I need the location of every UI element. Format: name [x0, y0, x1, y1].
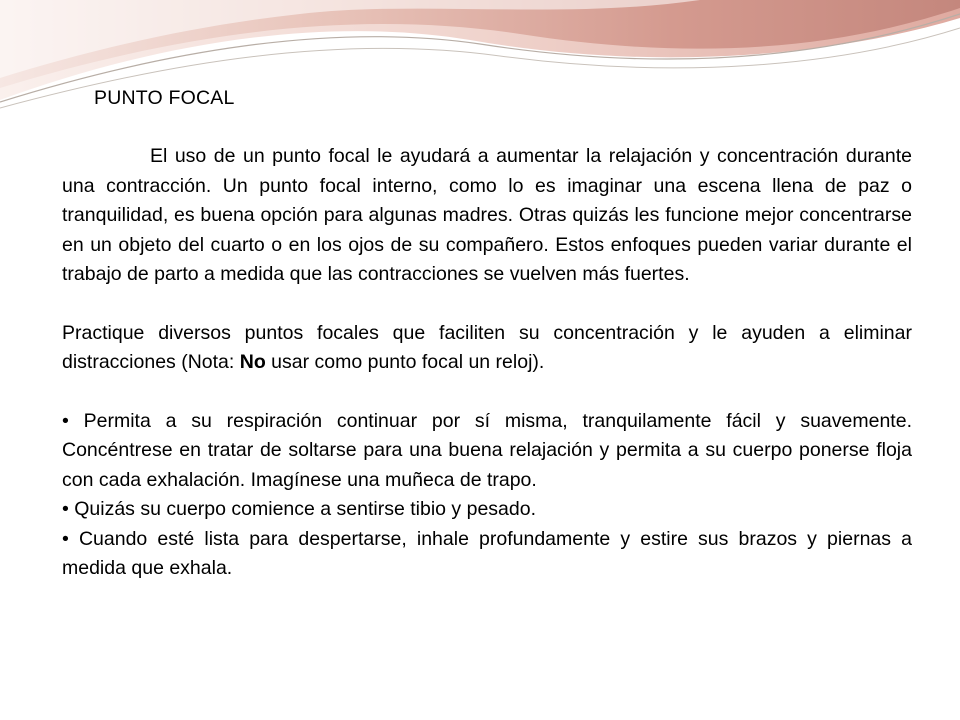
paragraph-focal-point: El uso de un punto focal le ayudará a aumentar la relajación y concentración durante una contracción. Un punto focal interno, como lo es imaginar una escena llena de paz o tranquilidad, es buena opción para algunas madres. Otras quizás les funcione mejor concentrarse en un objeto del cuarto o en los ojos de su compañero. Estos enfoques pueden variar durante el trabajo de parto a medida que las contracciones se vuelven más fuertes.	[62, 145, 912, 286]
paragraph-practice-text: Practique diversos puntos focales que faciliten su concentración y le ayuden a eliminar distracciones (Nota:	[62, 321, 912, 374]
paragraph-practice-end: usar como punto focal un reloj).	[265, 351, 545, 374]
bullet-item-warm: • Quizás su cuerpo comience a sentirse tibio y pesado.	[62, 498, 536, 521]
paragraph-practice	[62, 319, 912, 378]
bullet-item-breathing: • Permita a su respiración continuar por sí misma, tranquilamente fácil y suavemente. Concéntrese en tratar de soltarse para una buena relajación y permita a su cuerpo ponerse floja con cada exhalación. Imagínese una muñeca de trapo.	[62, 410, 912, 491]
slide-title: PUNTO FOCAL	[94, 87, 235, 109]
spacer	[62, 289, 912, 318]
bold-note-word: No	[239, 351, 266, 374]
bullet-item-wake: • Cuando esté lista para despertarse, inhale profundamente y estire sus brazos y piernas a medida que exhala.	[62, 527, 912, 580]
spacer	[62, 378, 912, 407]
content-area	[62, 84, 912, 583]
